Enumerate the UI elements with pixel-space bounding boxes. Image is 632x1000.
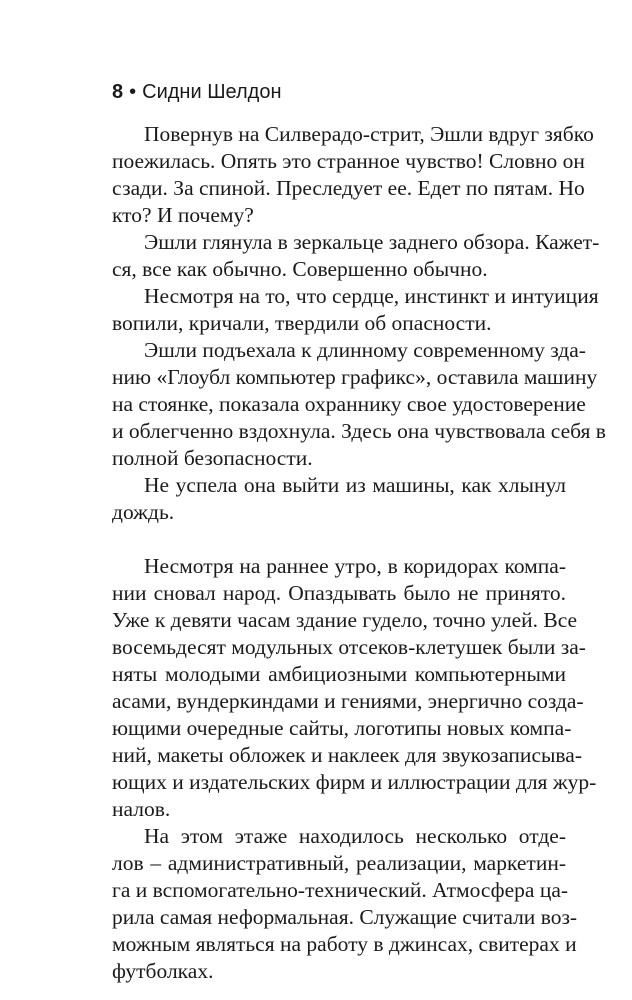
text-line: ющими очередные сайты, логотипы новых компа- [112,716,572,740]
text-line: асами, вундеркиндами и гениями, энергично созда- [112,689,584,713]
text-line: на стоянке, показала охраннику свое удостоверение [112,392,586,416]
text-line: няты молодыми амбициозными компьютерными [112,662,566,686]
text-line: рила самая неформальная. Служащие считали воз- [112,905,578,929]
page-number: 8 [112,81,124,103]
author-name: Сидни Шелдон [142,81,282,103]
text-line: Уже к девяти часам здание гудело, точно улей. Все [112,608,578,632]
text-line: Эшли глянула в зеркальце заднего обзора. Кажет- [144,230,600,254]
text-line: вопили, кричали, твердили об опасности. [112,311,492,335]
text-line: Не успела она выйти из машины, как хлынул [144,473,566,497]
text-line: Несмотря на то, что сердце, инстинкт и интуиция [144,284,599,308]
text-line: Повернув на Силверадо-стрит, Эшли вдруг зябко [144,122,594,146]
text-line: поежилась. Опять это странное чувство! Словно он [112,149,585,173]
text-line: Эшли подъехала к длинному современному зда- [144,338,586,362]
text-line: нию «Глоубл компьютер графикс», оставила машину [112,365,598,389]
text-line: восемьдесят модульных отсеков-клетушек были за- [112,635,586,659]
text-line: кто? И почему? [112,203,254,227]
text-line: ющих и издательских фирм и иллюстрации для жур- [112,770,597,794]
text-line: и облегченно вздохнула. Здесь она чувствовала себя в [112,419,606,443]
text-line: На этом этаже находилось несколько отде- [144,824,566,848]
text-line: дождь. [112,500,175,524]
running-header [112,80,282,104]
header-separator: • [129,81,137,103]
text-line: лов – административный, реализации, маркетин- [112,851,566,875]
text-line: Несмотря на раннее утро, в коридорах компа- [144,554,566,578]
text-line: полной безопасности. [112,446,313,470]
text-line: налов. [112,797,171,821]
text-line: футболках. [112,959,214,983]
text-line: нии сновал народ. Опаздывать было не принято. [112,581,566,605]
text-line: ся, все как обычно. Совершенно обычно. [112,257,488,281]
text-line: сзади. За спиной. Преследует ее. Едет по пятам. Но [112,176,585,200]
text-line: можным являться на работу в джинсах, свитерах и [112,932,577,956]
text-line: ний, макеты обложек и наклеек для звукозаписыва- [112,743,582,767]
text-line: га и вспомогательно-технический. Атмосфера ца- [112,878,569,902]
